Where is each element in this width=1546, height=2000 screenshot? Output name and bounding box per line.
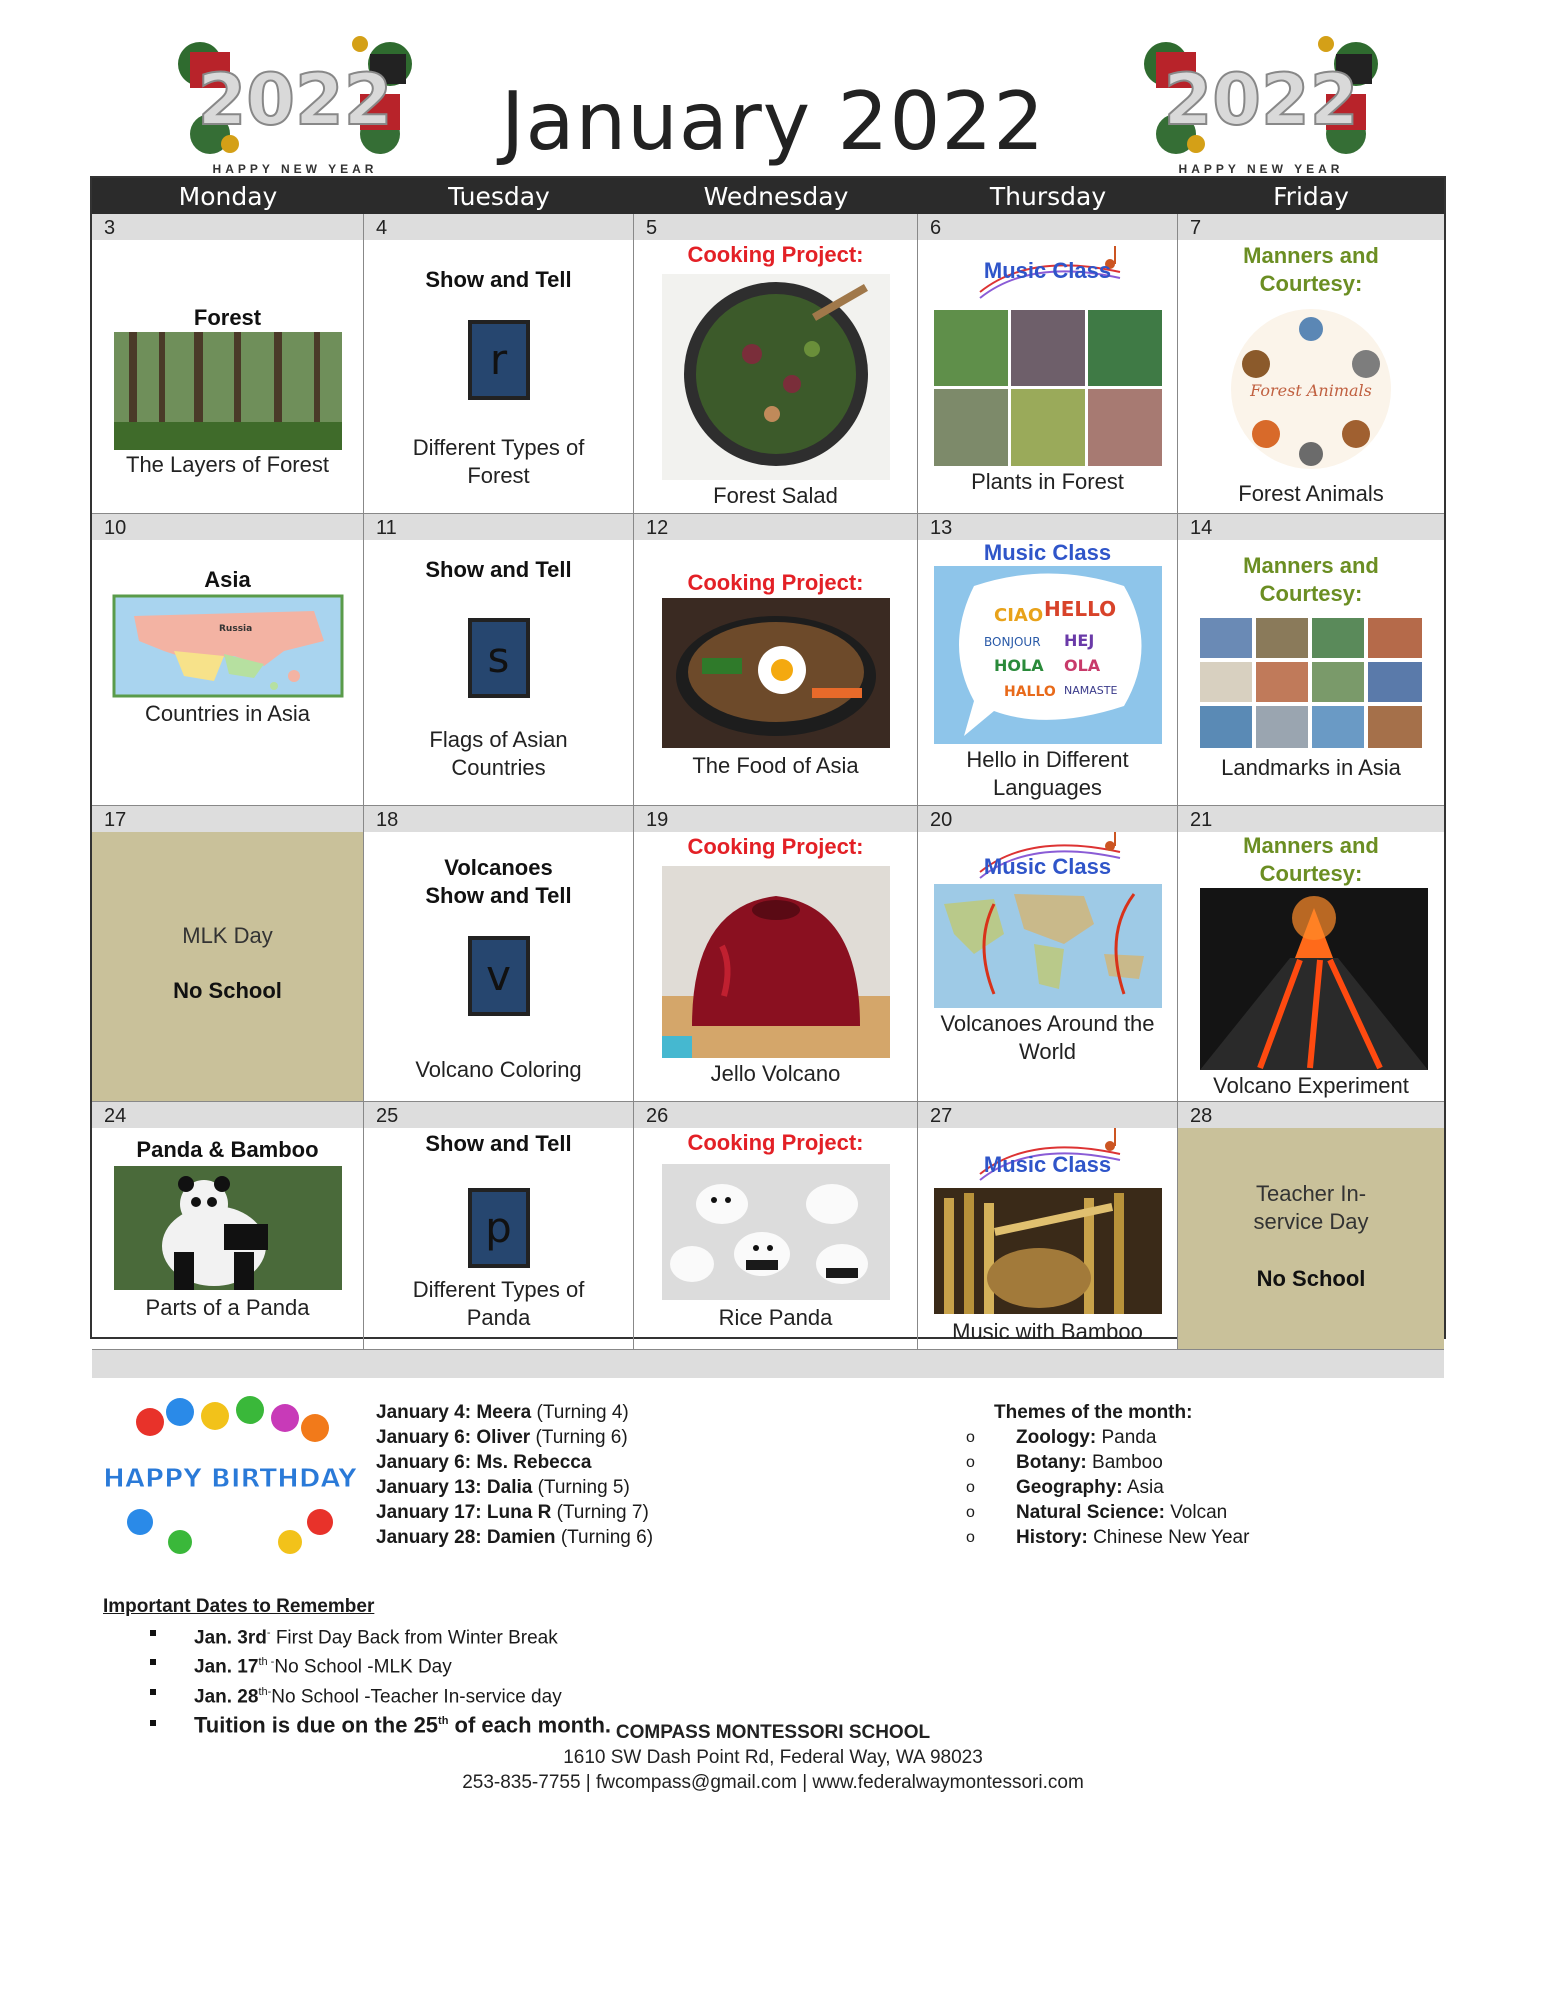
day-cell-24 [92,1102,364,1350]
birthday-entry: January 4: Meera (Turning 4) [376,1402,629,1423]
day-heading: Manners and Courtesy: [1243,833,1379,886]
day-caption: Jello Volcano [710,1061,841,1086]
svg-text:HALLO: HALLO [1004,684,1056,700]
day-cell-3 [92,214,364,514]
day-caption: Different Types of Forest [412,435,585,488]
svg-text:2022: 2022 [1163,59,1359,141]
day-heading: Music Class [983,540,1112,565]
date-number: 28 [1178,1102,1444,1128]
date-number: 5 [634,214,917,240]
day-cell-27 [918,1102,1178,1350]
forest-salad-photo [662,274,890,480]
birthday-entry: January 6: Ms. Rebecca [376,1452,592,1473]
day-cell-20 [918,806,1178,1102]
holiday-block [92,832,363,1101]
day-heading: Music Class [983,1152,1112,1177]
svg-text:HELLO: HELLO [1044,597,1117,621]
day-heading: Manners and Courtesy: [1243,553,1379,606]
calendar-grid [90,176,1446,1344]
date-number: 21 [1178,806,1444,832]
date-number: 17 [92,806,363,832]
bamboo-instruments-photo [934,1188,1162,1314]
weekday-header-thursday: Thursday [918,178,1178,214]
happy-birthday-graphic [103,1392,357,1560]
svg-text:BONJOUR: BONJOUR [984,635,1041,649]
svg-text:HEJ: HEJ [1064,631,1095,650]
day-cell-11 [364,514,634,806]
day-caption: Volcano Coloring [415,1057,582,1082]
school-contact: 253-835-7755 | fwcompass@gmail.com | www.federalwaymontessori.com [462,1772,1084,1793]
day-cell-10 [92,514,364,806]
date-number: 18 [364,806,633,832]
themes-title: Themes of the month: [994,1402,1193,1423]
birthday-entry: January 6: Oliver (Turning 6) [376,1427,628,1448]
weekday-header-wednesday: Wednesday [634,178,918,214]
weekday-header-friday: Friday [1178,178,1444,214]
holiday-name: MLK Day [182,923,273,948]
date-number: 7 [1178,214,1444,240]
world-volcano-map [934,884,1162,1008]
date-number: 24 [92,1102,363,1128]
svg-text:HOLA: HOLA [994,656,1044,675]
important-dates-title: Important Dates to Remember [103,1596,375,1617]
show-and-tell-letter: p [468,1188,530,1268]
day-cell-5 [634,214,918,514]
svg-text:NAMASTE: NAMASTE [1064,684,1118,697]
holiday-block [1178,1128,1444,1349]
important-date-item: Jan. $17^{th -}No$ School -MLK Day [150,1650,611,1679]
day-caption: Forest Animals [1238,481,1384,506]
day-cell-4 [364,214,634,514]
date-number: 25 [364,1102,633,1128]
birthday-list [376,1400,653,1550]
day-heading: Cooking Project: [687,242,864,267]
holiday-name: Teacher In-service Day [1253,1181,1369,1234]
svg-text:CIAO: CIAO [994,605,1044,626]
important-date-item: Jan. $28^{th-}No$ School -Teacher In-service day [150,1680,611,1709]
date-number: 6 [918,214,1177,240]
date-number: 10 [92,514,363,540]
day-heading: Music Class [983,854,1112,879]
day-heading: Cooking Project: [687,570,864,595]
day-caption: Volcano Experiment [1213,1073,1409,1098]
day-cell-18 [364,806,634,1102]
happy-new-year-caption: HAPPY NEW YEAR [1178,162,1344,176]
date-number: 14 [1178,514,1444,540]
themes-of-month [966,1400,1249,1550]
day-heading: Show and Tell [425,1131,572,1156]
day-cell-7 [1178,214,1444,514]
important-dates-list [150,1621,611,1737]
day-heading: Show and Tell [425,557,572,582]
rice-panda-photo [662,1164,890,1300]
school-name: COMPASS MONTESSORI SCHOOL [615,1722,931,1743]
day-heading: Asia [204,567,251,592]
weekday-header-monday: Monday [92,178,364,214]
theme-item: o Zoology: Panda [966,1427,1157,1448]
day-heading: Cooking Project: [687,834,864,859]
day-caption: Forest Salad [713,483,838,508]
date-number: 27 [918,1102,1177,1128]
date-number: 20 [918,806,1177,832]
birthday-entry: January 13: Dalia (Turning 5) [376,1477,630,1498]
day-cell-13 [918,514,1178,806]
theme-item: o Natural Science: Volcan [966,1502,1228,1523]
date-number: 11 [364,514,633,540]
day-caption: Flags of Asian Countries [429,727,568,780]
day-caption: Parts of a Panda [145,1295,310,1320]
day-caption: Landmarks in Asia [1221,755,1401,780]
svg-text:2022: 2022 [197,59,393,141]
day-caption: Rice Panda [718,1305,833,1330]
svg-text:OLA: OLA [1064,656,1101,675]
day-heading: Panda & Bamboo [136,1137,319,1162]
birthday-entry: January 17: Luna R (Turning 7) [376,1502,649,1523]
day-caption: Different Types of Panda [412,1277,585,1330]
svg-text:Forest Animals: Forest Animals [1250,381,1372,400]
day-heading: Volcanoes Show and Tell [425,855,572,908]
birthday-entry: January 28: Damien (Turning 6) [376,1527,654,1548]
show-and-tell-letter: r [468,320,530,400]
asian-landmarks-photo-grid [1200,618,1422,748]
day-cell-12 [634,514,918,806]
day-caption: Countries in Asia [144,701,311,726]
day-caption: Music with Bamboo [952,1319,1143,1344]
svg-text:HAPPY BIRTHDAY: HAPPY BIRTHDAY [103,1464,357,1494]
day-caption: The Layers of Forest [126,452,329,477]
theme-item: o Botany: Bamboo [966,1452,1163,1473]
bibimbap-photo [662,598,890,748]
forest-animals-illustration [1226,304,1396,474]
show-and-tell-letter: v [468,936,530,1016]
happy-new-year-caption: HAPPY NEW YEAR [212,162,378,176]
day-cell-26 [634,1102,918,1350]
date-number: 12 [634,514,917,540]
day-cell-6 [918,214,1178,514]
day-caption: Hello in Different Languages [966,747,1129,800]
erupting-volcano-photo [1200,888,1428,1070]
date-number: 13 [918,514,1177,540]
date-number: 26 [634,1102,917,1128]
day-heading: Forest [193,305,262,330]
day-heading: Show and Tell [425,267,572,292]
day-cell-17 [92,806,364,1102]
asia-map [114,596,342,696]
date-number: 3 [92,214,363,240]
forest-photo [114,332,342,450]
day-heading: Music Class [983,258,1112,283]
day-cell-28 [1178,1102,1444,1350]
theme-item: o History: Chinese New Year [966,1527,1250,1548]
day-caption: The Food of Asia [692,753,859,778]
panda-photo [114,1166,342,1290]
tuition-note: Tuition is due on the 25th of each month. [150,1709,611,1737]
forest-plants-photo-grid [934,310,1162,466]
school-address: 1610 SW Dash Point Rd, Federal Way, WA 98023 [563,1747,983,1768]
date-number: 19 [634,806,917,832]
day-caption: Volcanoes Around the World [940,1011,1155,1064]
day-cell-25 [364,1102,634,1350]
day-cell-14 [1178,514,1444,806]
page-title: January 2022 [500,75,1046,168]
jello-volcano-photo [662,866,890,1058]
svg-text:Russia: Russia [219,624,253,634]
info-divider-strip [92,1350,1444,1378]
date-number: 4 [364,214,633,240]
day-heading: Manners and Courtesy: [1243,243,1379,296]
day-heading: Cooking Project: [687,1130,864,1155]
no-school-note: No School [173,978,282,1003]
no-school-note: No School [1256,1266,1366,1291]
hello-languages-illustration [934,566,1162,744]
weekday-header-tuesday: Tuesday [364,178,634,214]
important-date-item: Jan. 3rd- First Day Back from Winter Break [150,1621,611,1650]
day-caption: Plants in Forest [971,469,1124,494]
day-cell-21 [1178,806,1444,1102]
theme-item: o Geography: Asia [966,1477,1164,1498]
show-and-tell-letter: s [468,618,530,698]
day-cell-19 [634,806,918,1102]
